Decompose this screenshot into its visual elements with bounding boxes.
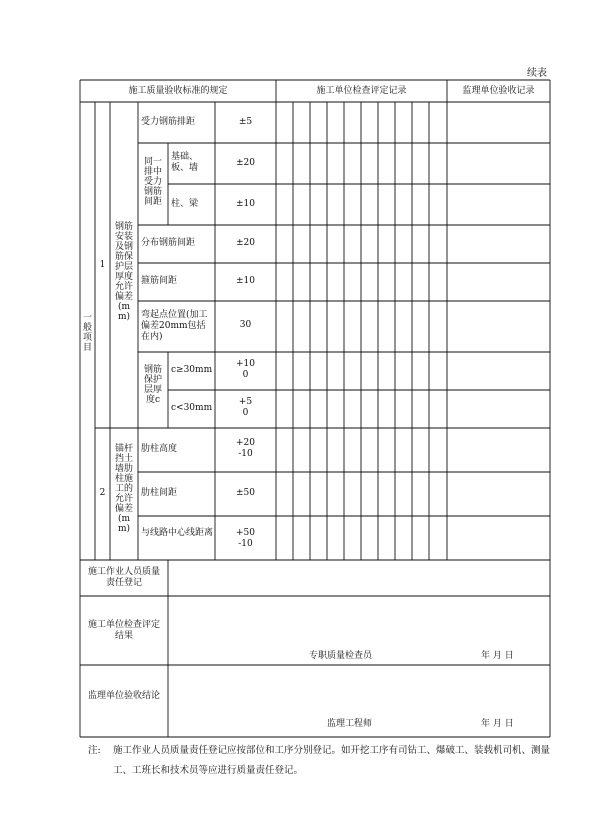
tol-bend-point: 30: [239, 320, 252, 330]
tol-stirrup-spacing: ±10: [236, 276, 255, 286]
tol-column-beam: ±10: [236, 199, 255, 209]
engineer-signature-label: 监理工程师: [327, 719, 373, 729]
parent-cover-thickness: 钢筋保护层厚度c: [143, 365, 162, 405]
header-construction-check: 施工单位检查评定记录: [316, 86, 407, 96]
tol-cover-lt-30: +5 0: [238, 397, 253, 418]
tol-rebar-row-spacing: ±5: [238, 117, 253, 127]
group-1-index: 1: [99, 260, 106, 270]
inspector-signature-label: 专职质量检查员: [309, 651, 373, 661]
footer-supervision-result-label: 监理单位验收结论: [88, 691, 161, 701]
item-rib-column-spacing: 肋柱间距: [141, 488, 178, 498]
tol-rib-column-height: +20 -10: [236, 438, 255, 459]
tol-cover-ge-30: +10 0: [236, 359, 255, 380]
inspector-date: 年 月 日: [481, 651, 514, 661]
parent-same-row-spacing: 同一排中受力钢筋间距: [143, 157, 162, 207]
item-centerline-distance: 与线路中心线距离: [141, 528, 214, 538]
footer-responsibility-label: 施工作业人员质量责任登记: [88, 567, 161, 588]
item-rib-column-height: 肋柱高度: [141, 444, 178, 454]
item-stirrup-spacing: 箍筋间距: [141, 276, 178, 286]
header-supervision-check: 监理单位验收记录: [462, 86, 535, 96]
header-standard: 施工质量验收标准的规定: [128, 86, 228, 96]
item-foundation-slab-wall: 基础、板、墙: [171, 152, 199, 173]
item-column-beam: 柱、梁: [171, 199, 199, 209]
category-label: 一般项目: [82, 313, 92, 353]
engineer-date: 年 月 日: [481, 719, 514, 729]
tol-foundation-slab-wall: ±20: [236, 158, 255, 168]
item-distribution-rebar: 分布钢筋间距: [141, 238, 196, 248]
item-cover-lt-30: c<30mm: [171, 403, 213, 413]
item-rebar-row-spacing: 受力钢筋排距: [141, 117, 196, 127]
tol-centerline-distance: +50 -10: [236, 528, 255, 549]
tol-distribution-rebar: ±20: [236, 238, 255, 248]
footnote-label: 注:: [88, 745, 101, 756]
group-2-index: 2: [99, 488, 106, 498]
footer-construction-result-label: 施工单位检查评定结果: [88, 620, 161, 641]
continued-label: 续表: [527, 68, 547, 79]
item-bend-point: 弯起点位置(加工偏差20mm包括在内): [141, 310, 208, 342]
footnote-text: 施工作业人员质量责任登记应按部位和工序分别登记。如开挖工序有司钻工、爆破工、装载机司机、测量工、工班长和技术员等应进行质量责任登记。: [113, 745, 551, 776]
group-1-title: 钢筋安装及钢筋保护层厚度允许偏差(mm): [114, 222, 133, 322]
tol-rib-column-spacing: ±50: [236, 488, 255, 498]
group-2-title: 锚杆挡土墙肋柱施工的允许偏差(mm): [114, 444, 133, 534]
item-cover-ge-30: c≥30mm: [171, 365, 213, 375]
